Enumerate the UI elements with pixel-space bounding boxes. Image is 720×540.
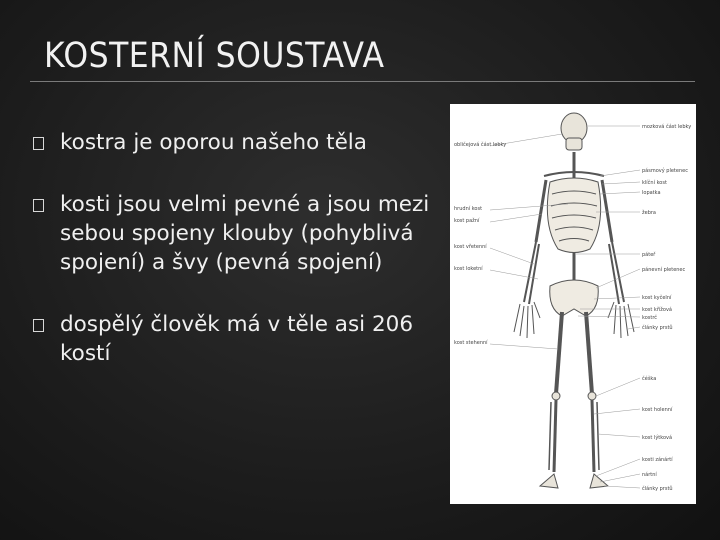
bullet-text: kostra je oporou našeho těla (60, 130, 367, 155)
title-underline (30, 81, 695, 82)
figure-label: lopatka (642, 190, 661, 196)
figure-label: kost křížová (642, 307, 672, 313)
skeleton-illustration (450, 104, 696, 504)
skeleton-figure (450, 104, 696, 504)
figure-label: články prstů (642, 325, 673, 331)
slide-title: KOSTERNÍ SOUSTAVA (44, 36, 385, 76)
figure-label: kost stehenní (454, 340, 488, 346)
figure-label: kosti zánártí (642, 457, 673, 463)
bullet-text: kosti jsou velmi pevné a jsou mezi sebou spojeny klouby (pohyblivá spojení) a švy (pevná spojení) (60, 192, 430, 275)
bullet-marker-icon (33, 199, 44, 212)
figure-label: hrudní kost (454, 206, 483, 212)
bullet-marker-icon (33, 319, 44, 332)
bullet-list (30, 128, 440, 368)
figure-label: páteř (642, 252, 656, 258)
figure-label: pánevní pletenec (642, 267, 686, 273)
figure-label: mozková část lebky (642, 124, 692, 130)
skeleton-drawing (514, 113, 634, 488)
figure-label: kost loketní (454, 266, 483, 272)
figure-label: kost holenní (642, 407, 673, 413)
bullet-item (30, 128, 440, 157)
figure-label: obličejová část lebky (454, 142, 507, 148)
figure-label: žebra (642, 210, 656, 216)
bullet-marker-icon (33, 137, 44, 150)
figure-label: kostrč (642, 315, 658, 321)
figure-label: pásmový pletenec (642, 168, 688, 174)
bullet-item (30, 310, 440, 368)
figure-label: kost lýtková (642, 435, 673, 441)
bullet-text: dospělý člověk má v těle asi 206 kostí (60, 312, 414, 366)
bullet-item (30, 190, 440, 277)
figure-label: čéška (642, 376, 657, 382)
figure-label: nártní (642, 472, 657, 478)
figure-label: kost vřetenní (454, 244, 487, 250)
figure-label: kost kyčelní (642, 295, 672, 301)
figure-label: kost pažní (454, 218, 480, 224)
figure-label: klíční kost (642, 180, 667, 186)
figure-label: články prstů (642, 486, 673, 492)
